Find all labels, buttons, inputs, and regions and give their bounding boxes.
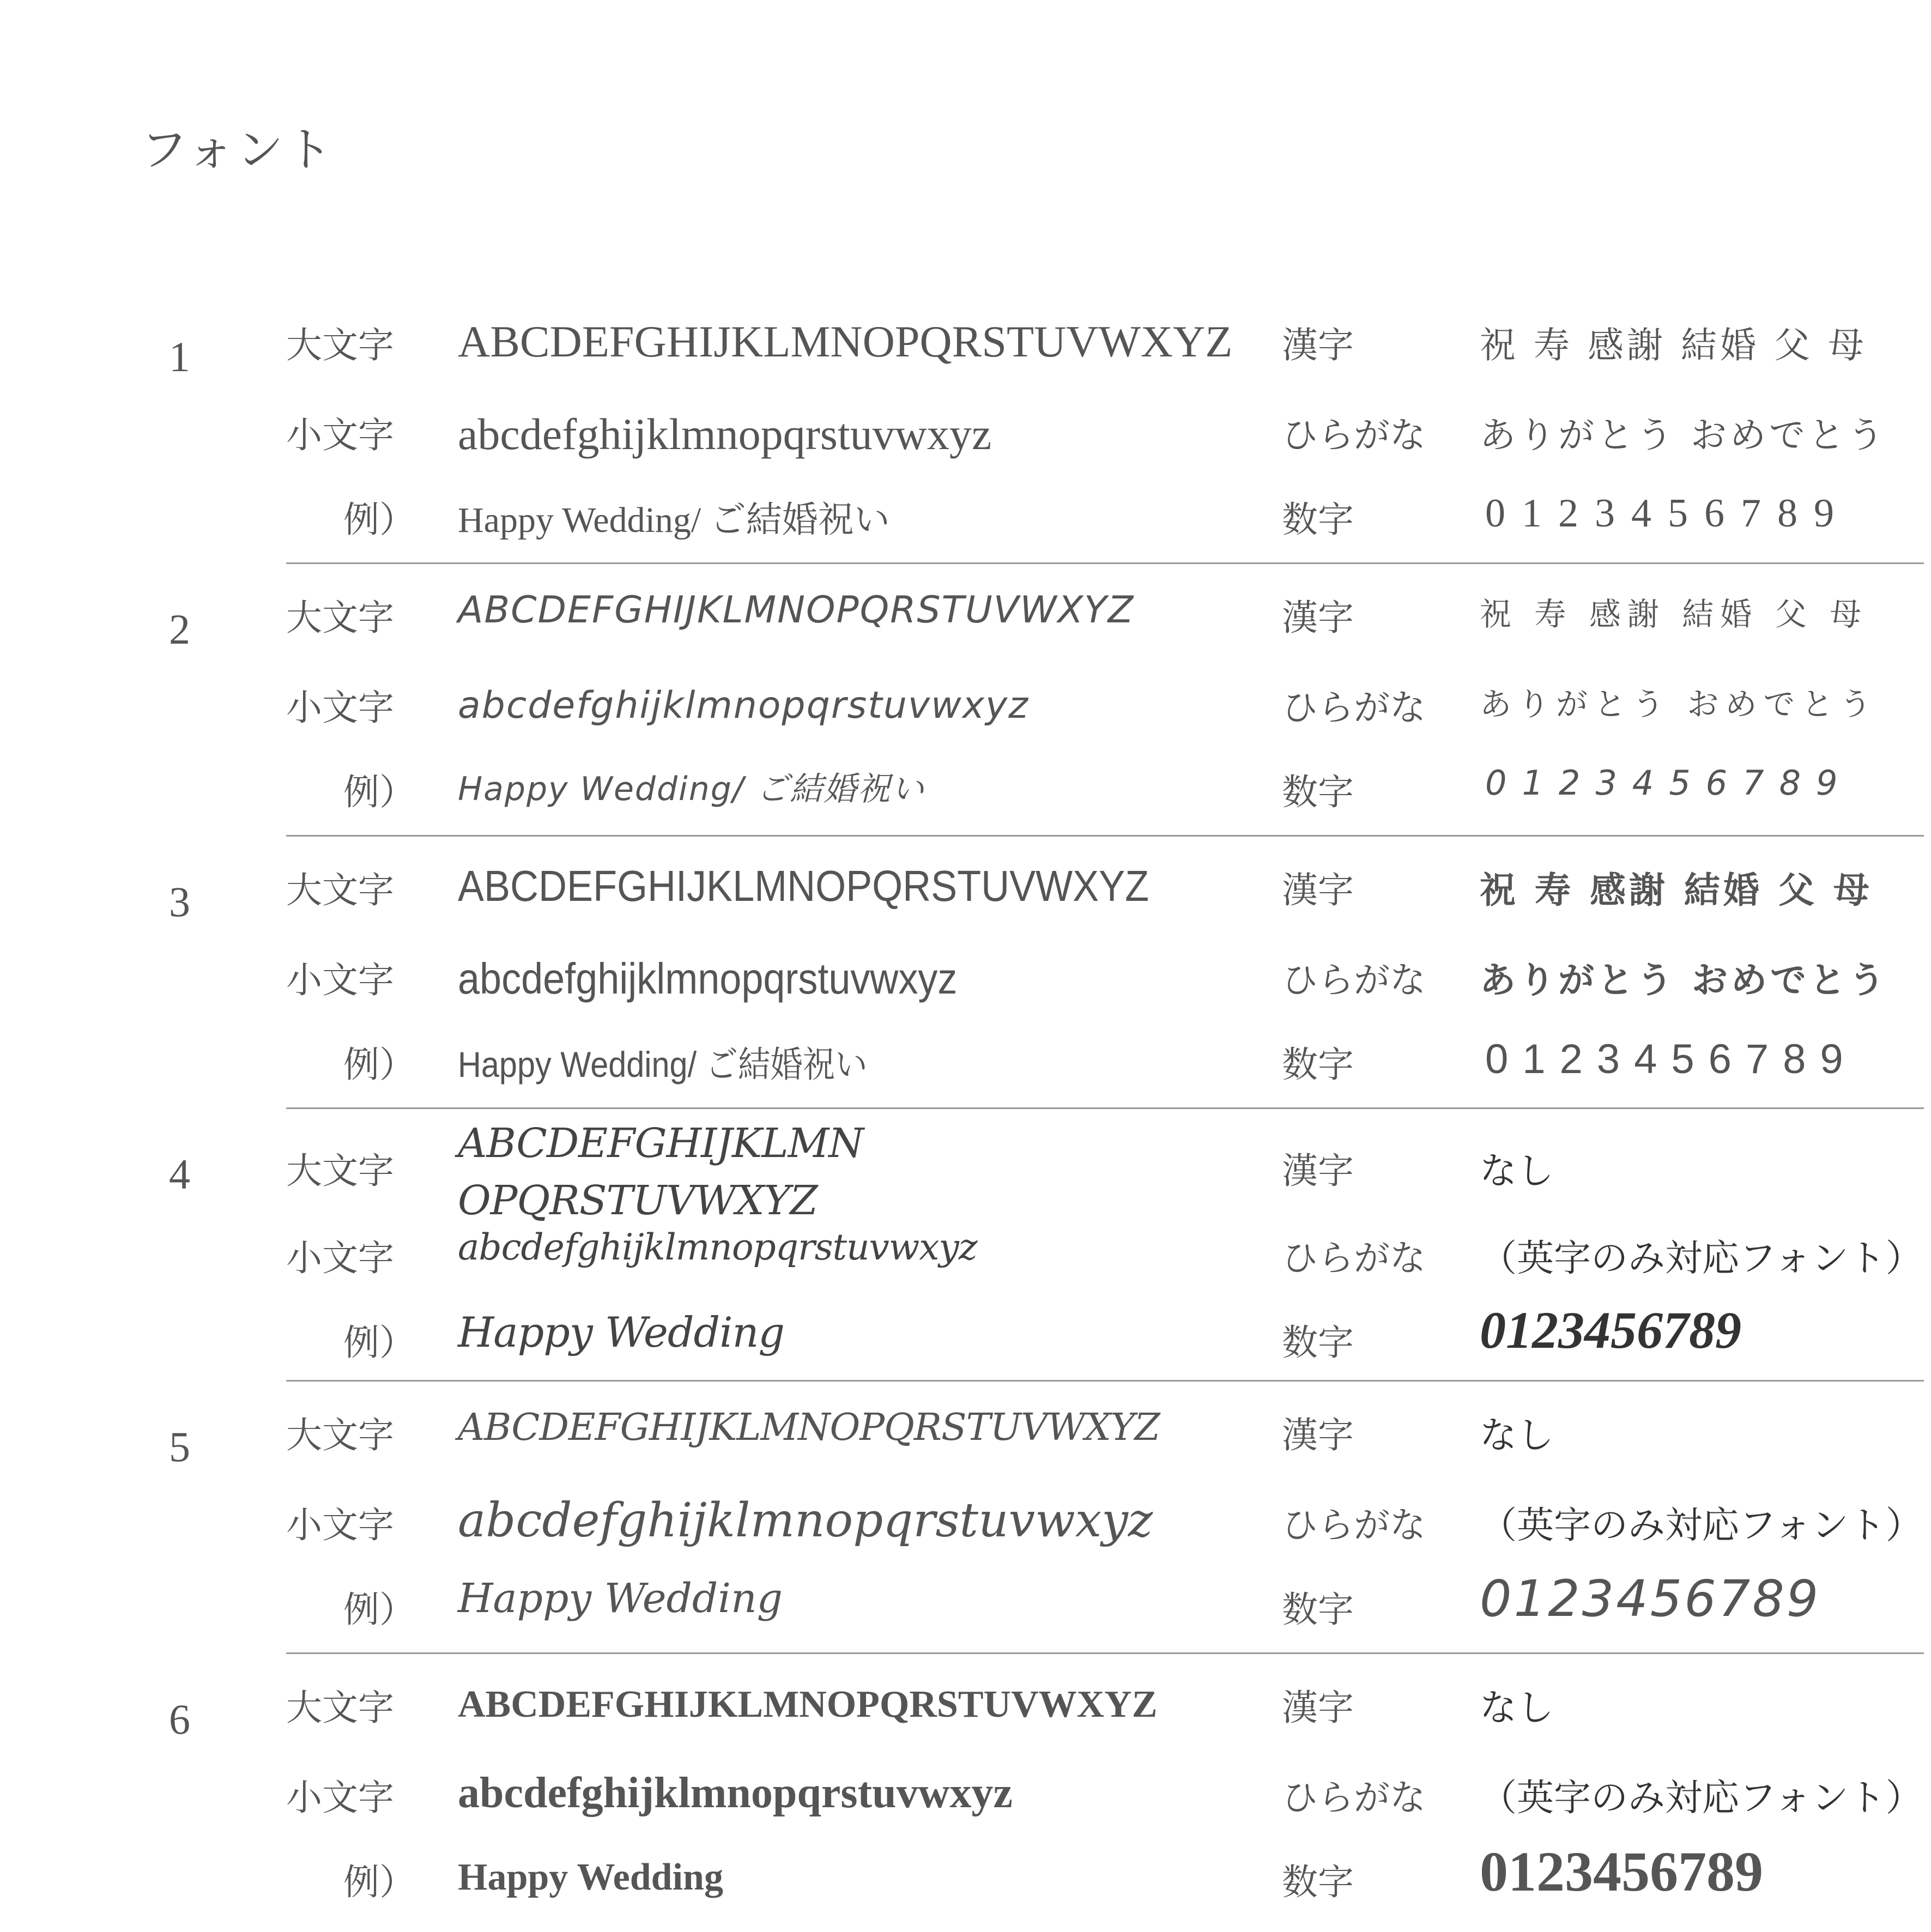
example-sample: Happy Wedding [458,1308,785,1356]
font-number: 4 [169,1150,190,1198]
hiragana-label: ひらがな [1282,1777,1426,1819]
example-label: 例） [343,499,415,541]
hiragana-sample: （英字のみ対応フォント） [1480,1777,1923,1820]
digits-sample: 0123456789 [1480,1840,1763,1903]
kanji-sample: なし [1480,1414,1554,1457]
digits-label: 数字 [1282,771,1354,813]
upper-label: 大文字 [286,869,394,911]
page-title: フォント [141,123,335,177]
lower-label: 小文字 [286,1777,394,1819]
digits-sample: 0123456789 [1485,763,1853,803]
kanji-label: 漢字 [1282,1414,1354,1456]
font-sample-5 [0,1384,1931,1660]
hiragana-sample: ありがとう おめでとう [1480,959,1888,1001]
lower-sample: abcdefghijklmnopqrstuvwxyz [458,1769,1013,1817]
kanji-label: 漢字 [1282,869,1354,911]
upper-label: 大文字 [286,597,394,639]
kanji-sample: なし [1480,1150,1554,1193]
lower-label: 小文字 [286,687,394,729]
kanji-label: 漢字 [1282,1150,1354,1192]
upper-sample: ABCDEFGHIJKLMNOPQRSTUVWXYZ [458,1683,1158,1725]
hiragana-sample: ありがとう おめでとう [1480,686,1878,723]
example-sample: Happy Wedding [458,1575,783,1622]
upper-label: 大文字 [286,1687,394,1729]
divider [286,562,1924,564]
hiragana-label: ひらがな [1282,959,1426,1001]
font-number: 5 [169,1423,190,1470]
example-sample: Happy Wedding [458,1856,723,1898]
kanji-label: 漢字 [1282,324,1354,366]
example-sample: Happy Wedding/ ご結婚祝い [458,1044,868,1085]
example-label: 例） [343,1861,415,1903]
font-number: 1 [169,333,190,380]
font-sample-4 [0,1112,1931,1387]
hiragana-label: ひらがな [1282,1504,1426,1546]
digits-sample: 0123456789 [1480,1570,1821,1628]
upper-sample-line1: ABCDEFGHIJKLMN [458,1120,863,1167]
kanji-sample: 祝 寿 感謝 結婚 父 母 [1480,596,1868,633]
upper-sample: ABCDEFGHIJKLMNOPQRSTUVWXYZ [458,317,1233,366]
example-sample: Happy Wedding/ ご結婚祝い [458,770,925,808]
font-sample-6 [0,1657,1931,1932]
font-sample-1 [0,294,1931,570]
font-number: 3 [169,878,190,925]
digits-label: 数字 [1282,1589,1354,1631]
hiragana-label: ひらがな [1282,414,1426,456]
font-sample-2 [0,567,1931,842]
font-number: 6 [169,1695,190,1743]
example-label: 例） [343,1589,415,1631]
hiragana-label: ひらがな [1282,1237,1426,1279]
digits-sample: 0123456789 [1485,491,1850,536]
upper-sample: ABCDEFGHIJKLMNOPQRSTUVWXYZ [458,862,1149,910]
kanji-sample: 祝 寿 感謝 結婚 父 母 [1480,869,1873,911]
digits-sample: 0123456789 [1480,1301,1741,1359]
digits-label: 数字 [1282,1044,1354,1086]
example-sample: Happy Wedding/ ご結婚祝い [458,500,890,540]
digits-label: 数字 [1282,499,1354,541]
kanji-sample: 祝 寿 感謝 結婚 父 母 [1480,324,1867,366]
example-label: 例） [343,1322,415,1364]
digits-label: 数字 [1282,1322,1354,1364]
upper-label: 大文字 [286,1150,394,1192]
hiragana-label: ひらがな [1282,687,1426,729]
divider [286,1107,1924,1109]
example-label: 例） [343,771,415,813]
hiragana-sample: ありがとう おめでとう [1480,414,1887,456]
kanji-sample: なし [1480,1687,1554,1730]
lower-sample: abcdefghijklmnopqrstuvwxyz [458,1493,1153,1548]
example-label: 例） [343,1044,415,1086]
divider [286,1652,1924,1654]
upper-label: 大文字 [286,324,394,366]
hiragana-sample: （英字のみ対応フォント） [1480,1237,1923,1280]
font-sample-3 [0,839,1931,1115]
lower-sample: abcdefghijklmnopqrstuvwxyz [458,954,958,1003]
upper-sample: ABCDEFGHIJKLMNOPQRSTUVWXYZ [458,589,1135,632]
kanji-label: 漢字 [1282,597,1354,639]
lower-label: 小文字 [286,1504,394,1546]
lower-sample: abcdefghijklmnopqrstuvwxyz [458,1226,977,1268]
lower-sample: abcdefghijklmnopqrstuvwxyz [458,684,1029,727]
divider [286,1380,1924,1382]
upper-sample-line2: OPQRSTUVWXYZ [458,1177,818,1224]
lower-sample: abcdefghijklmnopqrstuvwxyz [458,409,992,459]
digits-sample: 0123456789 [1485,1036,1857,1082]
kanji-label: 漢字 [1282,1687,1354,1729]
upper-label: 大文字 [286,1414,394,1456]
font-number: 2 [169,605,190,653]
lower-label: 小文字 [286,959,394,1001]
divider [286,835,1924,837]
digits-label: 数字 [1282,1861,1354,1903]
lower-label: 小文字 [286,414,394,456]
lower-label: 小文字 [286,1237,394,1279]
hiragana-sample: （英字のみ対応フォント） [1480,1504,1923,1547]
upper-sample: ABCDEFGHIJKLMNOPQRSTUVWXYZ [458,1406,1160,1449]
